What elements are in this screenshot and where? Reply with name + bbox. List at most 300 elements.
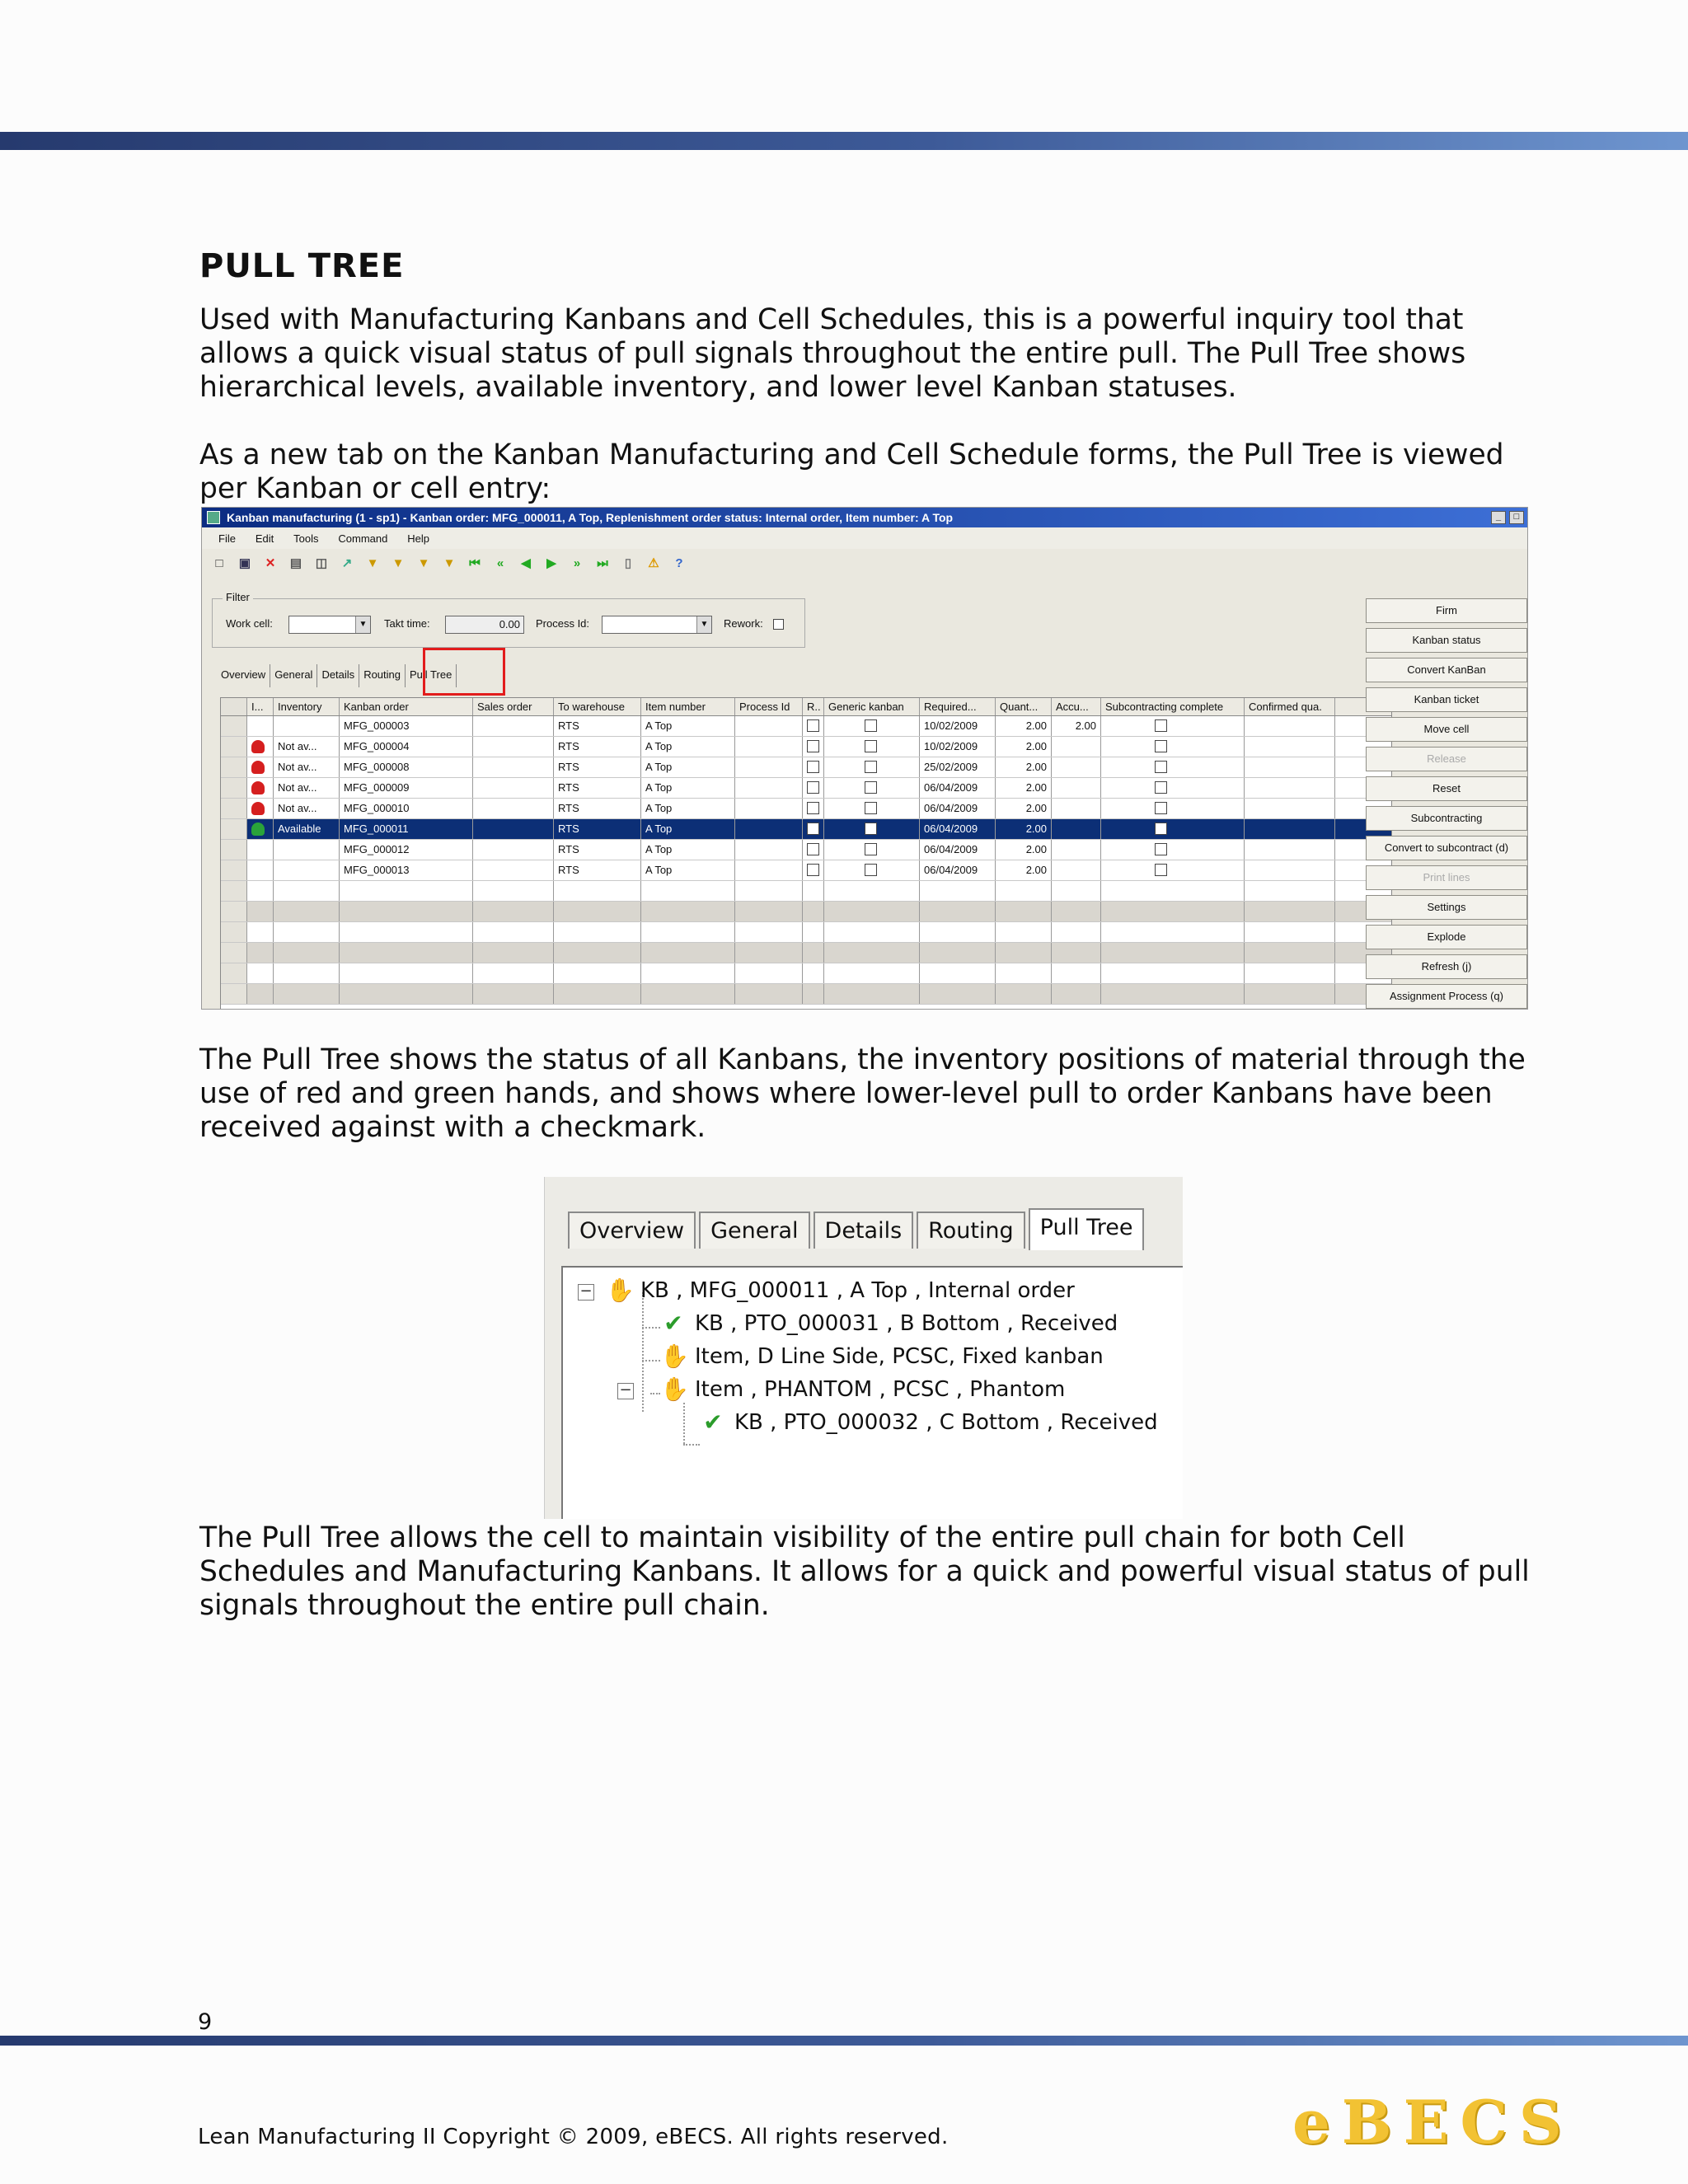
subcontracting-button[interactable]: Subcontracting: [1366, 806, 1527, 831]
table-cell: [920, 922, 996, 942]
row-selector[interactable]: [221, 819, 247, 839]
table-cell: [554, 922, 641, 942]
column-header[interactable]: Subcontracting complete: [1101, 698, 1245, 715]
tab-description-paragraph: [199, 438, 1535, 506]
window-title-bar: [202, 508, 1527, 527]
row-selector[interactable]: [221, 881, 247, 901]
tab-overview[interactable]: Overview: [217, 664, 270, 687]
table-cell: [1101, 881, 1245, 901]
line: received against with a checkmark.: [199, 1111, 706, 1144]
menu-edit[interactable]: Edit: [255, 532, 274, 545]
table-cell: [735, 963, 803, 983]
table-cell: [824, 943, 920, 963]
table-cell: [1101, 778, 1245, 798]
tab-overview[interactable]: Overview: [568, 1212, 696, 1249]
ebecs-logo: eBECS: [1292, 2087, 1573, 2157]
line: use of red and green hands, and shows where lower-level pull to order Kanbans have been: [199, 1077, 1493, 1110]
table-cell: [340, 881, 473, 901]
work-cell-select[interactable]: [288, 616, 371, 634]
table-cell: [473, 984, 554, 1004]
row-checkbox[interactable]: [807, 823, 819, 835]
table-cell: RTS: [554, 757, 641, 777]
row-checkbox[interactable]: [807, 864, 819, 876]
table-cell: [247, 902, 274, 921]
menu-help[interactable]: Help: [407, 532, 429, 545]
reset-button[interactable]: Reset: [1366, 776, 1527, 801]
table-row[interactable]: [221, 963, 1391, 984]
app-icon: [207, 511, 220, 524]
column-header[interactable]: Item number: [641, 698, 735, 715]
row-selector[interactable]: [221, 799, 247, 818]
table-cell: [1245, 757, 1335, 777]
table-cell: [641, 881, 735, 901]
menu-command[interactable]: Command: [338, 532, 388, 545]
table-cell: [803, 860, 824, 880]
table-row[interactable]: [221, 984, 1391, 1005]
table-cell: [1245, 922, 1335, 942]
table-cell: [803, 902, 824, 921]
grid-body: [221, 716, 1391, 1005]
table-cell: [554, 943, 641, 963]
table-cell: 2.00: [996, 819, 1052, 839]
table-cell: 10/02/2009: [920, 737, 996, 757]
move-cell-button[interactable]: Move cell: [1366, 717, 1527, 742]
row-selector[interactable]: [221, 922, 247, 942]
table-cell: [803, 819, 824, 839]
pull-tree-screenshot: [544, 1177, 1183, 1519]
column-header[interactable]: Confirmed qua.: [1245, 698, 1335, 715]
column-header[interactable]: R..: [803, 698, 824, 715]
table-row[interactable]: [221, 902, 1391, 922]
row-checkbox[interactable]: [807, 740, 819, 752]
checkmark-icon: ✔: [703, 1408, 723, 1436]
table-cell: [247, 757, 274, 777]
kanban-status-button[interactable]: Kanban status: [1366, 628, 1527, 653]
table-cell: [803, 840, 824, 860]
red-hand-icon: [251, 802, 265, 815]
table-cell: [803, 737, 824, 757]
tab-general[interactable]: General: [699, 1212, 809, 1249]
table-cell: [735, 778, 803, 798]
tree-connector: [642, 1360, 660, 1361]
row-checkbox[interactable]: [1155, 761, 1167, 773]
convert-to-subcontract-button[interactable]: Convert to subcontract (d): [1366, 836, 1527, 860]
maximize-button[interactable]: □: [1509, 511, 1524, 524]
green-hand-icon: [251, 823, 265, 836]
tab-general[interactable]: General: [270, 664, 317, 687]
table-cell: [803, 778, 824, 798]
column-header[interactable]: To warehouse: [554, 698, 641, 715]
row-selector[interactable]: [221, 943, 247, 963]
table-cell: [274, 860, 340, 880]
green-hand-icon: ✋: [606, 1277, 635, 1304]
row-checkbox[interactable]: [1155, 781, 1167, 794]
table-cell: [1245, 778, 1335, 798]
chevron-down-icon: ▼: [355, 616, 370, 633]
table-row[interactable]: [221, 860, 1391, 881]
line: signals throughout the entire pull chain.: [199, 1589, 770, 1622]
export-icon[interactable]: ↗: [341, 556, 353, 570]
table-cell: 06/04/2009: [920, 840, 996, 860]
table-cell: [824, 737, 920, 757]
table-cell: 2.00: [996, 840, 1052, 860]
window-title: Kanban manufacturing (1 - sp1) - Kanban order: MFG_000011, A Top, Replenishment order status: Internal order, Item number: A Top: [227, 511, 954, 524]
tree-node-label: KB , PTO_000032 , C Bottom , Received: [734, 1410, 1158, 1435]
line: The Pull Tree shows the status of all Kanbans, the inventory positions of material through the: [199, 1043, 1526, 1076]
row-selector[interactable]: [221, 902, 247, 921]
table-cell: [641, 922, 735, 942]
tree-node[interactable]: [660, 1343, 1104, 1370]
table-cell: A Top: [641, 799, 735, 818]
menu-bar: [202, 527, 1527, 549]
row-selector[interactable]: [221, 716, 247, 736]
table-cell: [554, 881, 641, 901]
table-cell: [247, 716, 274, 736]
table-cell: [554, 963, 641, 983]
table-cell: [824, 778, 920, 798]
row-checkbox[interactable]: [807, 719, 819, 732]
tree-node-label: Item, D Line Side, PCSC, Fixed kanban: [695, 1344, 1104, 1369]
refresh-button[interactable]: Refresh (j): [1366, 954, 1527, 979]
table-cell: Available: [274, 819, 340, 839]
settings-button[interactable]: Settings: [1366, 895, 1527, 920]
row-checkbox[interactable]: [807, 781, 819, 794]
rework-checkbox[interactable]: [773, 619, 784, 630]
tab-pull-tree[interactable]: Pull Tree: [406, 664, 457, 687]
table-cell: [1052, 922, 1101, 942]
row-checkbox[interactable]: [1155, 802, 1167, 814]
table-cell: [1052, 943, 1101, 963]
row-selector[interactable]: [221, 840, 247, 860]
table-cell: A Top: [641, 757, 735, 777]
line: allows a quick visual status of pull signals throughout the entire pull. The Pull Tree shows: [199, 337, 1466, 370]
table-cell: [920, 902, 996, 921]
table-cell: [247, 737, 274, 757]
table-cell: 25/02/2009: [920, 757, 996, 777]
header-rule: [0, 132, 1688, 150]
tree-node[interactable]: [700, 1409, 1158, 1436]
table-cell: [1101, 860, 1245, 880]
filter-group: [212, 591, 805, 648]
row-checkbox[interactable]: [807, 843, 819, 855]
print-preview-icon[interactable]: ◫: [315, 556, 328, 570]
chevron-down-icon: ▼: [696, 616, 711, 633]
column-header[interactable]: Generic kanban: [824, 698, 920, 715]
table-cell: [247, 799, 274, 818]
line: Schedules and Manufacturing Kanbans. It allows for a quick and powerful visual status of pull: [199, 1555, 1530, 1588]
table-cell: [1245, 716, 1335, 736]
previous-page-icon[interactable]: «: [496, 556, 504, 570]
row-checkbox[interactable]: [865, 761, 877, 773]
table-cell: 06/04/2009: [920, 860, 996, 880]
tab-routing[interactable]: Routing: [359, 664, 406, 687]
table-cell: [803, 716, 824, 736]
previous-record-icon[interactable]: ◀: [521, 556, 531, 570]
column-header[interactable]: Inventory: [274, 698, 340, 715]
table-cell: 06/04/2009: [920, 799, 996, 818]
alert-icon[interactable]: ⚠: [648, 556, 659, 570]
column-header[interactable]: Accu...: [1052, 698, 1101, 715]
table-cell: [803, 757, 824, 777]
table-cell: [641, 943, 735, 963]
table-cell: [247, 819, 274, 839]
table-cell: [1052, 757, 1101, 777]
red-hand-icon: [251, 761, 265, 774]
last-record-icon[interactable]: ⏭: [597, 556, 608, 570]
table-cell: [920, 943, 996, 963]
tree-node-label: Item , PHANTOM , PCSC , Phantom: [695, 1377, 1066, 1402]
table-cell: [473, 716, 554, 736]
table-row[interactable]: [221, 799, 1391, 819]
table-cell: [473, 757, 554, 777]
table-cell: 2.00: [996, 860, 1052, 880]
table-cell: [735, 716, 803, 736]
new-icon[interactable]: □: [215, 556, 223, 570]
table-cell: [1052, 860, 1101, 880]
table-cell: RTS: [554, 778, 641, 798]
next-record-icon[interactable]: ▶: [546, 556, 556, 570]
table-cell: MFG_000013: [340, 860, 473, 880]
tree-node-label: KB , PTO_000031 , B Bottom , Received: [695, 1311, 1118, 1336]
table-cell: [824, 840, 920, 860]
column-header[interactable]: Kanban order: [340, 698, 473, 715]
table-cell: [920, 984, 996, 1004]
table-cell: [473, 737, 554, 757]
tree-node[interactable]: [660, 1376, 1065, 1403]
table-row[interactable]: [221, 778, 1391, 799]
tree-node[interactable]: [660, 1310, 1118, 1337]
line: Used with Manufacturing Kanbans and Cell Schedules, this is a powerful inquiry tool that: [199, 303, 1464, 336]
kanban-grid: [220, 697, 1392, 1010]
table-cell: [1245, 963, 1335, 983]
row-selector[interactable]: [221, 860, 247, 880]
column-header[interactable]: Sales order: [473, 698, 554, 715]
table-cell: [735, 922, 803, 942]
row-checkbox[interactable]: [1155, 843, 1167, 855]
table-row[interactable]: [221, 737, 1391, 757]
table-cell: [735, 819, 803, 839]
page-title: PULL TREE: [199, 247, 405, 285]
tab-details[interactable]: Details: [814, 1212, 914, 1249]
save-icon[interactable]: ▣: [238, 556, 251, 570]
menu-tools[interactable]: Tools: [293, 532, 319, 545]
table-cell: Not av...: [274, 799, 340, 818]
convert-kanban-button[interactable]: Convert KanBan: [1366, 658, 1527, 682]
table-row[interactable]: [221, 943, 1391, 963]
tree-connector: [683, 1403, 685, 1444]
table-cell: MFG_000012: [340, 840, 473, 860]
table-cell: [1101, 799, 1245, 818]
table-cell: [735, 984, 803, 1004]
tab-details[interactable]: Details: [317, 664, 359, 687]
form-tabs: [217, 664, 457, 687]
row-selector[interactable]: [221, 757, 247, 777]
release-button[interactable]: Release: [1366, 747, 1527, 771]
pull-tree-tabs: [568, 1207, 1147, 1249]
minimize-button[interactable]: _: [1491, 511, 1506, 524]
filter-by-selection-icon[interactable]: ▼: [392, 556, 405, 570]
next-page-icon[interactable]: »: [573, 556, 581, 570]
table-row[interactable]: [221, 757, 1391, 778]
column-header[interactable]: Quant...: [996, 698, 1052, 715]
tree-node[interactable]: [606, 1277, 1075, 1304]
table-cell: [340, 963, 473, 983]
table-cell: [1101, 943, 1245, 963]
print-icon[interactable]: ▤: [289, 556, 302, 570]
table-cell: RTS: [554, 840, 641, 860]
remove-filter-icon[interactable]: ▼: [443, 556, 456, 570]
explanation-paragraph: [199, 1043, 1535, 1145]
table-cell: [473, 799, 554, 818]
takt-time-field[interactable]: 0.00: [445, 616, 524, 634]
table-cell: [996, 963, 1052, 983]
tab-pull-tree[interactable]: Pull Tree: [1029, 1208, 1145, 1250]
column-header[interactable]: I...: [247, 698, 274, 715]
table-cell: 06/04/2009: [920, 778, 996, 798]
green-hand-icon: ✋: [660, 1376, 689, 1403]
table-cell: [340, 943, 473, 963]
table-cell: [1052, 778, 1101, 798]
row-checkbox[interactable]: [865, 719, 877, 732]
column-header[interactable]: Process Id: [735, 698, 803, 715]
table-cell: MFG_000009: [340, 778, 473, 798]
menu-file[interactable]: File: [218, 532, 236, 545]
tree-connector: [642, 1327, 660, 1329]
table-row[interactable]: [221, 819, 1391, 840]
table-cell: [274, 984, 340, 1004]
collapse-toggle[interactable]: −: [578, 1284, 594, 1301]
table-cell: [824, 902, 920, 921]
rework-label: Rework:: [724, 617, 763, 630]
advanced-filter-icon[interactable]: ▼: [417, 556, 430, 570]
assignment-process-button[interactable]: Assignment Process (q): [1366, 984, 1527, 1009]
table-cell: [1052, 984, 1101, 1004]
table-cell: MFG_000011: [340, 819, 473, 839]
table-cell: [274, 902, 340, 921]
help-icon[interactable]: ?: [675, 556, 683, 570]
table-row[interactable]: [221, 716, 1391, 737]
table-cell: [247, 860, 274, 880]
kanban-ticket-button[interactable]: Kanban ticket: [1366, 687, 1527, 712]
table-cell: [996, 881, 1052, 901]
table-cell: [1245, 881, 1335, 901]
tree-connector: [642, 1292, 644, 1412]
table-cell: [247, 984, 274, 1004]
column-header[interactable]: Required...: [920, 698, 996, 715]
filter-legend: Filter: [223, 591, 253, 603]
line: hierarchical levels, available inventory, and lower level Kanban statuses.: [199, 371, 1237, 404]
tab-routing[interactable]: Routing: [917, 1212, 1025, 1249]
table-cell: [996, 902, 1052, 921]
table-cell: [473, 902, 554, 921]
page-number: 9: [198, 2009, 213, 2035]
table-cell: [920, 881, 996, 901]
print-lines-button[interactable]: Print lines: [1366, 865, 1527, 890]
table-cell: [824, 860, 920, 880]
row-checkbox[interactable]: [865, 864, 877, 876]
table-cell: [824, 922, 920, 942]
document-icon[interactable]: ▯: [624, 556, 632, 570]
firm-button[interactable]: Firm: [1366, 598, 1527, 623]
row-selector-header: [221, 698, 247, 715]
table-cell: A Top: [641, 737, 735, 757]
table-cell: [473, 819, 554, 839]
table-cell: [473, 778, 554, 798]
row-checkbox[interactable]: [865, 823, 877, 835]
table-cell: [735, 881, 803, 901]
explode-button[interactable]: Explode: [1366, 925, 1527, 949]
table-cell: [247, 963, 274, 983]
table-cell: [274, 943, 340, 963]
table-cell: [824, 757, 920, 777]
table-cell: [735, 799, 803, 818]
summary-paragraph: [199, 1521, 1535, 1623]
filter-icon[interactable]: ▼: [366, 556, 379, 570]
table-cell: [641, 984, 735, 1004]
row-checkbox[interactable]: [807, 761, 819, 773]
table-cell: [1052, 881, 1101, 901]
table-cell: 2.00: [996, 737, 1052, 757]
row-checkbox[interactable]: [1155, 823, 1167, 835]
table-cell: [473, 963, 554, 983]
table-cell: [824, 984, 920, 1004]
table-cell: [554, 902, 641, 921]
table-cell: [1101, 819, 1245, 839]
table-cell: [274, 963, 340, 983]
row-checkbox[interactable]: [807, 802, 819, 814]
row-checkbox[interactable]: [1155, 740, 1167, 752]
table-cell: [1245, 737, 1335, 757]
row-checkbox[interactable]: [865, 781, 877, 794]
row-checkbox[interactable]: [1155, 864, 1167, 876]
collapse-toggle[interactable]: −: [617, 1383, 634, 1399]
first-record-icon[interactable]: ⏮: [469, 556, 481, 570]
row-selector[interactable]: [221, 984, 247, 1004]
row-checkbox[interactable]: [1155, 719, 1167, 732]
table-cell: [274, 881, 340, 901]
table-cell: A Top: [641, 778, 735, 798]
table-cell: [473, 881, 554, 901]
table-row[interactable]: [221, 922, 1391, 943]
row-selector[interactable]: [221, 778, 247, 798]
table-cell: [340, 984, 473, 1004]
table-cell: MFG_000010: [340, 799, 473, 818]
table-cell: [803, 984, 824, 1004]
table-cell: [1245, 799, 1335, 818]
table-cell: [247, 840, 274, 860]
row-selector[interactable]: [221, 737, 247, 757]
row-checkbox[interactable]: [865, 802, 877, 814]
table-cell: [996, 922, 1052, 942]
tree-node-label: KB , MFG_000011 , A Top , Internal order: [640, 1278, 1075, 1303]
row-selector[interactable]: [221, 963, 247, 983]
checkmark-icon: ✔: [663, 1310, 683, 1337]
table-cell: [247, 881, 274, 901]
row-checkbox[interactable]: [865, 843, 877, 855]
table-cell: [803, 943, 824, 963]
table-row[interactable]: [221, 881, 1391, 902]
table-cell: [920, 963, 996, 983]
table-cell: [1245, 860, 1335, 880]
pull-tree-highlight: [423, 648, 505, 696]
delete-icon[interactable]: ✕: [265, 556, 276, 570]
row-checkbox[interactable]: [865, 740, 877, 752]
process-id-select[interactable]: [602, 616, 712, 634]
table-cell: [1052, 902, 1101, 921]
table-cell: [735, 860, 803, 880]
table-row[interactable]: [221, 840, 1391, 860]
footer-rule: [0, 2036, 1688, 2046]
